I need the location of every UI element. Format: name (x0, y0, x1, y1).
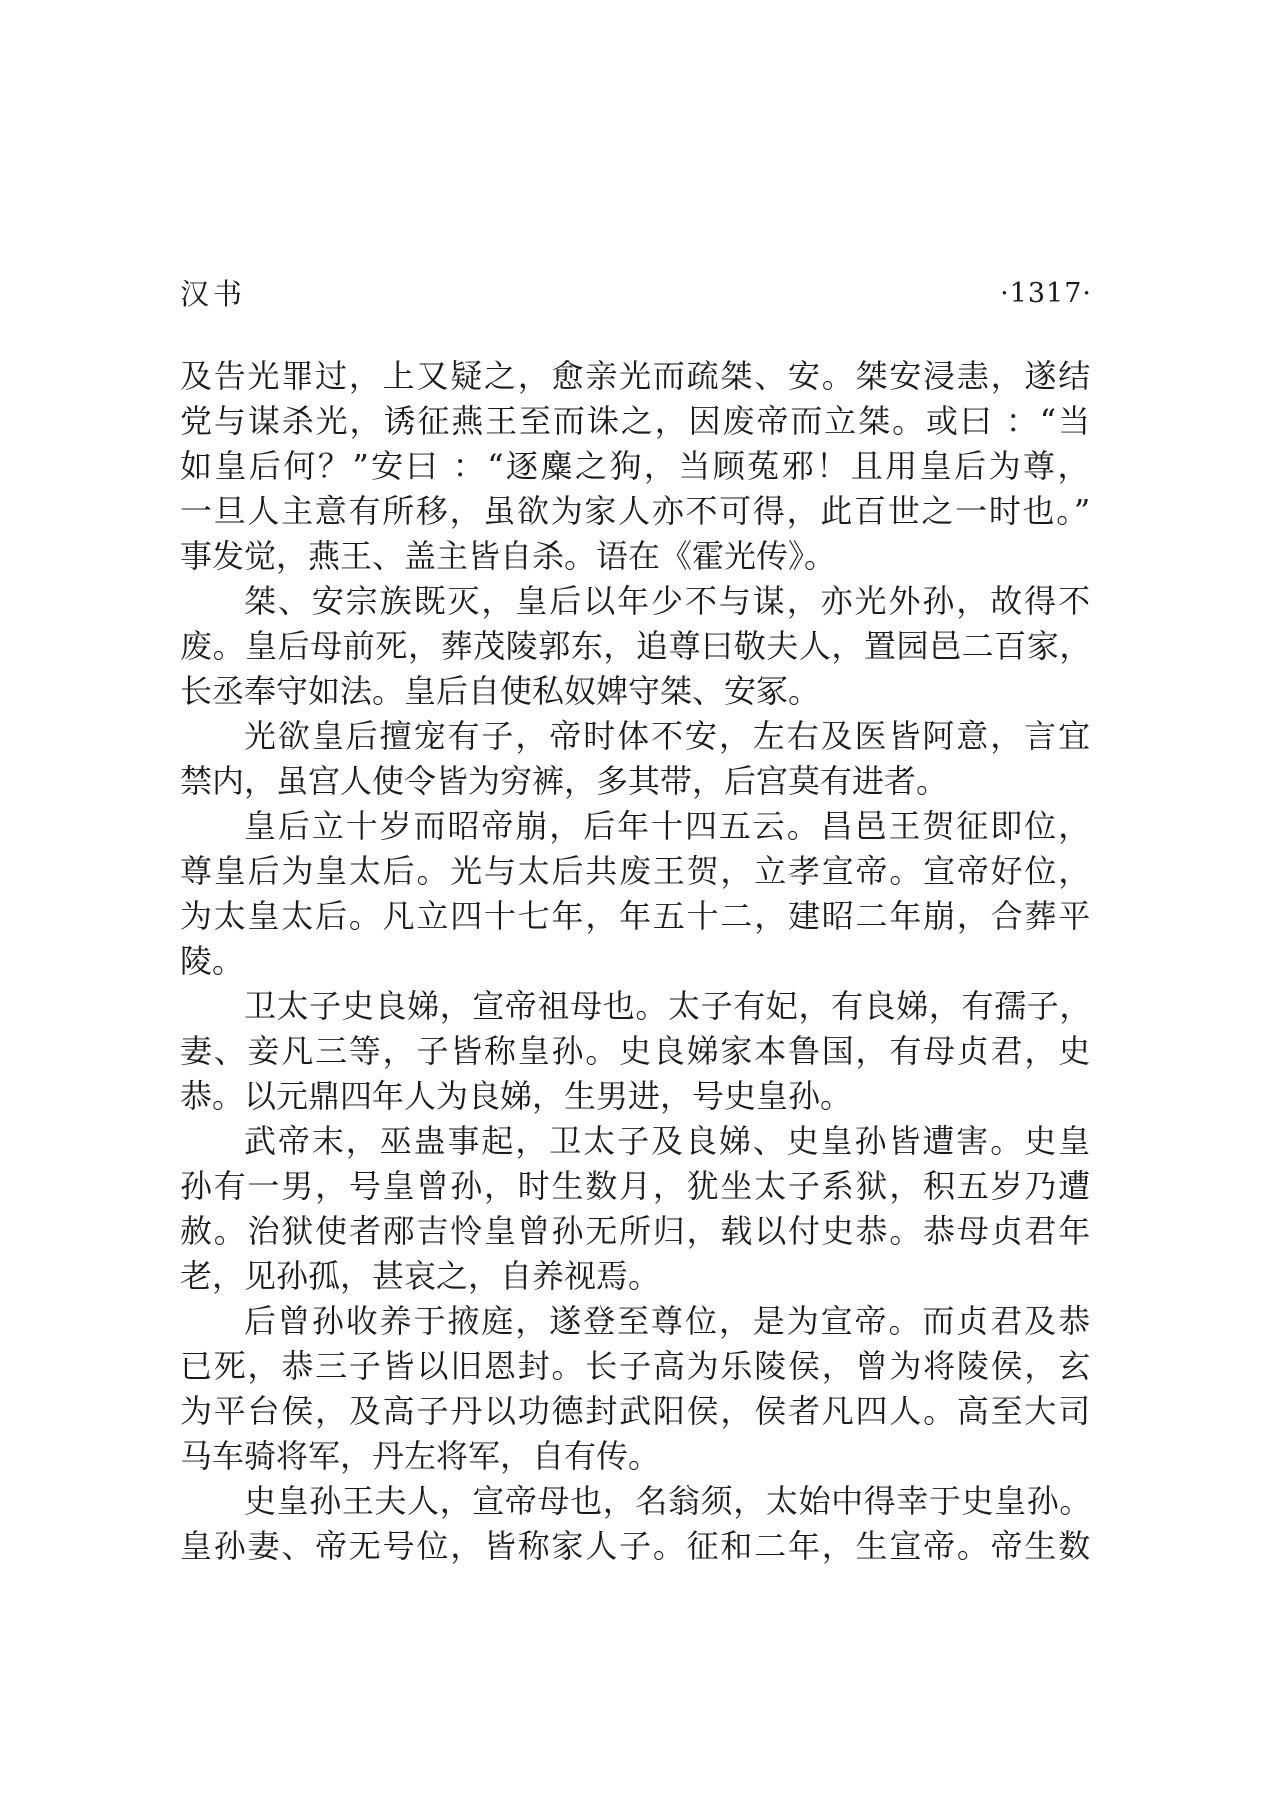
text-line: 孙有一男，号皇曾孙，时生数月，犹坐太子系狱，积五岁乃遭 (180, 1167, 1092, 1205)
text-line: 皇孙妻、帝无号位，皆称家人子。征和二年，生宣帝。帝生数 (180, 1527, 1092, 1565)
text-line: 史皇孙王夫人，宣帝母也，名翁须，太始中得幸于史皇孙。 (244, 1482, 1092, 1520)
text-line: 赦。治狱使者邴吉怜皇曾孙无所归，载以付史恭。恭母贞君年 (180, 1212, 1092, 1250)
text-line: 长丞奉守如法。皇后自使私奴婢守桀、安冢。 (180, 672, 821, 710)
text-line: 后曾孙收养于掖庭，遂登至尊位，是为宣帝。而贞君及恭 (244, 1302, 1092, 1340)
text-line: 武帝末，巫蛊事起，卫太子及良娣、史皇孙皆遭害。史皇 (244, 1122, 1092, 1160)
text-line: 马车骑将军，丹左将军，自有传。 (180, 1437, 661, 1475)
text-line: 及告光罪过，上又疑之，愈亲光而疏桀、安。桀安浸恚，遂结 (180, 357, 1092, 395)
text-line: 尊皇后为皇太后。光与太后共废王贺，立孝宣帝。宣帝好位， (180, 852, 1092, 890)
text-line: 妻、妾凡三等，子皆称皇孙。史良娣家本鲁国，有母贞君，史 (180, 1032, 1092, 1070)
text-line: 光欲皇后擅宠有子，帝时体不安，左右及医皆阿意，言宜 (244, 717, 1092, 755)
text-line: 皇后立十岁而昭帝崩，后年十四五云。昌邑王贺征即位， (244, 807, 1092, 845)
text-line: 恭。以元鼎四年人为良娣，生男进，号史皇孙。 (180, 1077, 853, 1115)
text-line: 已死，恭三子皆以旧恩封。长子高为乐陵侯，曾为将陵侯，玄 (180, 1347, 1092, 1385)
text-line: 陵。 (180, 942, 245, 980)
body-text (180, 354, 1092, 1569)
text-line: 党与谋杀光，诱征燕王至而诛之，因废帝而立桀。或曰 ：“当 (180, 402, 1092, 440)
book-title: 汉书 (180, 277, 247, 311)
text-line: 事发觉，燕王、盖主皆自杀。语在《霍光传》。 (180, 537, 837, 575)
running-header (180, 272, 1092, 316)
text-line: 一旦人主意有所移，虽欲为家人亦不可得，此百世之一时也。” (180, 492, 1092, 530)
page-number: ·1317· (1000, 278, 1092, 309)
text-line: 老，见孙孤，甚哀之，自养视焉。 (180, 1257, 661, 1295)
text-line: 禁内，虽宫人使令皆为穷裤，多其带，后宫莫有进者。 (180, 762, 949, 800)
text-line: 为太皇太后。凡立四十七年，年五十二，建昭二年崩，合葬平 (180, 897, 1092, 935)
text-line: 卫太子史良娣，宣帝祖母也。太子有妃，有良娣，有孺子， (244, 987, 1092, 1025)
text-line: 为平台侯，及高子丹以功德封武阳侯，侯者凡四人。高至大司 (180, 1392, 1092, 1430)
text-line: 桀、安宗族既灭，皇后以年少不与谋，亦光外孙，故得不 (244, 582, 1092, 620)
text-line: 废。皇后母前死，葬茂陵郭东，追尊曰敬夫人，置园邑二百家， (180, 627, 1092, 665)
text-line: 如皇后何？”安曰 ：“逐麋之狗，当顾菟邪！且用皇后为尊， (180, 447, 1092, 485)
